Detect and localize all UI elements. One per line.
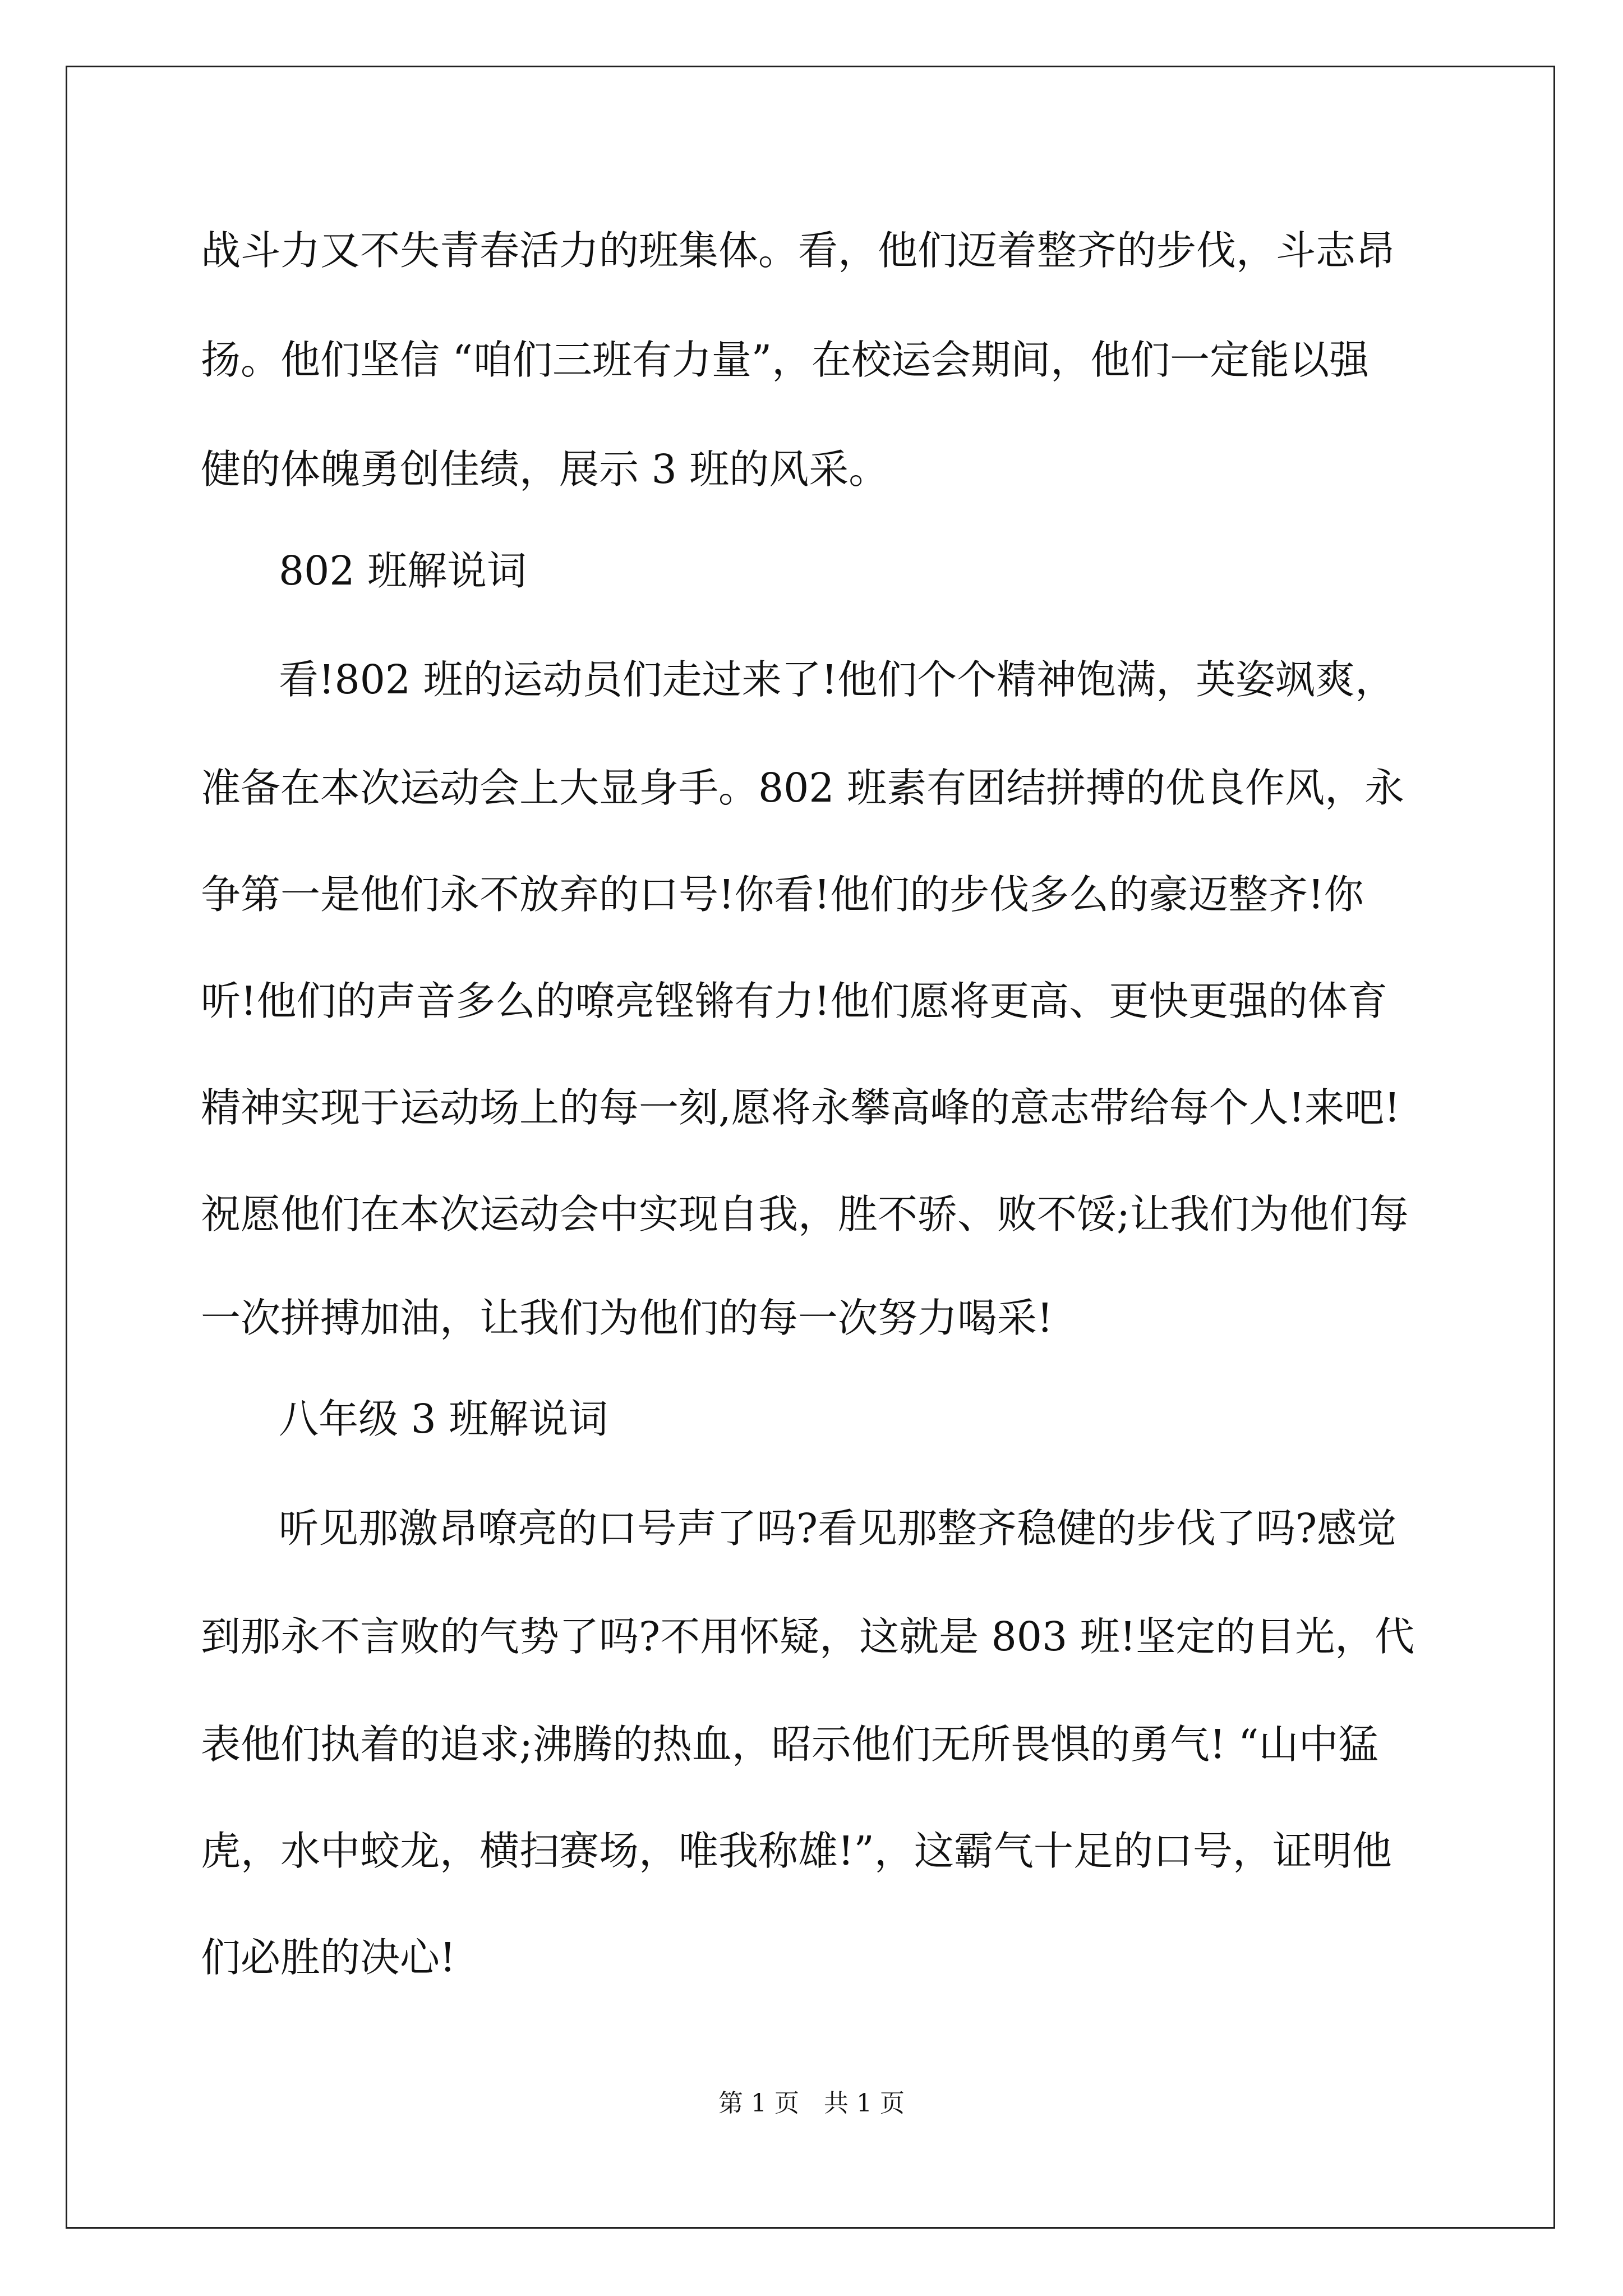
body-line: 虎，水中蛟龙，横扫赛场，唯我称雄!”，这霸气十足的口号，证明他 [201, 1828, 1392, 1874]
body-line: 健的体魄勇创佳绩，展示 3 班的风采。 [201, 446, 889, 493]
body-line: 表他们执着的追求;沸腾的热血，昭示他们无所畏惧的勇气! “山中猛 [201, 1721, 1378, 1768]
body-line: 精神实现于运动场上的每一刻,愿将永攀高峰的意志带给每个人!来吧! [201, 1084, 1400, 1131]
body-line: 们必胜的决心! [201, 1934, 456, 1981]
section-heading-grade8-class3: 八年级 3 班解说词 [279, 1396, 608, 1442]
body-line: 听见那激昂嘹亮的口号声了吗?看见那整齐稳健的步伐了吗?感觉 [279, 1505, 1397, 1552]
body-line: 战斗力又不失青春活力的班集体。看，他们迈着整齐的步伐，斗志昂 [201, 227, 1396, 274]
page-frame [66, 66, 1555, 2229]
section-heading-802: 802 班解说词 [279, 547, 527, 594]
body-line: 听!他们的声音多么的嘹亮铿锵有力!他们愿将更高、更快更强的体育 [201, 978, 1388, 1024]
body-line: 争第一是他们永不放弃的口号!你看!他们的步伐多么的豪迈整齐!你 [201, 871, 1364, 918]
body-line: 一次拼搏加油，让我们为他们的每一次努力喝采! [201, 1295, 1053, 1341]
body-line: 到那永不言败的气势了吗?不用怀疑，这就是 803 班!坚定的目光，代 [201, 1613, 1415, 1660]
body-line: 准备在本次运动会上大显身手。802 班素有团结拼搏的优良作风，永 [201, 765, 1405, 811]
body-line: 祝愿他们在本次运动会中实现自我，胜不骄、败不馁;让我们为他们每 [201, 1191, 1409, 1237]
page-footer: 第 1 页 共 1 页 [718, 2089, 905, 2118]
body-line: 看!802 班的运动员们走过来了!他们个个精神饱满，英姿飒爽， [279, 656, 1395, 703]
body-line: 扬。他们坚信 “咱们三班有力量”，在校运会期间，他们一定能以强 [201, 337, 1370, 383]
